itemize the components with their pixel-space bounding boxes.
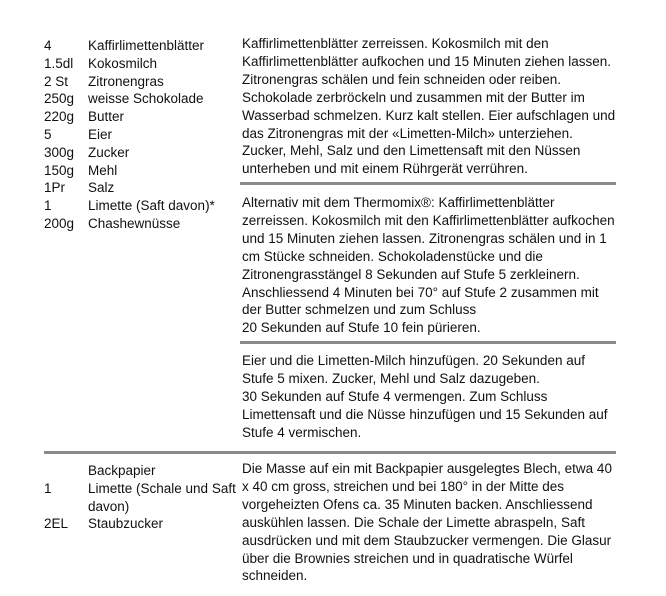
- ingredient-row: [44, 73, 240, 91]
- ingredient-qty: 2 St: [44, 73, 69, 89]
- ingredient-name: Kaffirlimettenblätter: [88, 38, 205, 53]
- thermomix-text: Alternativ mit dem Thermomix®: Kaffirlimettenblätter zerreissen. Kokosmilch mit den Kaffirlimettenblätter aufkochen und 15 Minuten ziehen lassen. Zitronengras schälen und in 1 cm Stücke schneiden. Schokoladenstücke und die Zitronengrasstängel 8 Sekunden auf Stufe 5 zerkleinern. Anschliessend 4 Minuten bei 70° auf Stufe 2 zusammen mit der Butter schmelzen und zum Schluss: [242, 195, 615, 318]
- ingredient-list-main: [44, 37, 240, 233]
- ingredient-qty: 5: [44, 126, 52, 142]
- ingredient-row: [44, 126, 240, 144]
- ingredient-qty: 200g: [44, 215, 75, 231]
- ingredient-name: Chashewnüsse: [88, 215, 181, 231]
- ingredient-name: Salz: [88, 180, 115, 196]
- ingredient-qty: 1Pr: [44, 180, 66, 196]
- instruction-step-1: Kaffirlimettenblätter zerreissen. Kokosmilch mit den Kaffirlimettenblätter aufkochen und 15 Minuten ziehen lassen. Zitronengras schälen und fein schneiden oder reiben. Schokolade zerbröckeln und zusammen mit der Butter im Wasserbad schmelzen. Kurz kalt stellen. Eier aufschlagen und das Zitronengras mit der «Limetten-Milch» unterziehen. Zucker, Mehl, Salz und den Limettensaft mit den Nüssen unterheben und mit einem Rührgerät verrühren.: [242, 36, 616, 177]
- ingredient-name: Kokosmilch: [88, 55, 158, 71]
- ingredient-row: [44, 179, 240, 197]
- ingredient-qty: 1: [44, 480, 52, 496]
- instruction-step-2: [242, 352, 620, 442]
- ingredient-list-finish: [44, 462, 240, 533]
- ingredient-name: Limette (Schale und Saft davon): [88, 480, 236, 514]
- ingredient-row: [44, 515, 240, 533]
- ingredient-qty: 150g: [44, 162, 75, 178]
- ingredient-row: [44, 197, 240, 215]
- ingredient-row: [44, 55, 240, 73]
- ingredient-row: [44, 144, 240, 162]
- ingredient-row: [44, 90, 240, 108]
- ingredient-qty: 220g: [44, 109, 75, 125]
- thermomix-end: 20 Sekunden auf Stufe 10 fein pürieren.: [242, 320, 481, 336]
- ingredient-qty: 4: [44, 38, 52, 53]
- divider: [240, 341, 616, 344]
- ingredient-name: Limette (Saft davon)*: [88, 198, 215, 214]
- ingredient-qty: 2EL: [44, 516, 69, 532]
- ingredient-row: [44, 162, 240, 180]
- ingredient-name: Staubzucker: [88, 516, 164, 532]
- ingredient-name: Zitronengras: [88, 73, 164, 89]
- ingredient-row: [44, 462, 240, 480]
- ingredient-qty: 300g: [44, 144, 75, 160]
- ingredient-name: Mehl: [88, 162, 118, 178]
- instruction-step-3: Die Masse auf ein mit Backpapier ausgelegtes Blech, etwa 40 x 40 cm gross, streichen und bei 180° in der Mitte des vorgeheizten Ofens ca. 35 Minuten backen. Anschliessend auskühlen lassen. Die Schale der Limette abraspeln, Saft ausdrücken und mit dem Staubzucker vermengen. Die Glasur über die Brownies streichen und in quadratische Würfel schneiden.: [242, 461, 612, 584]
- ingredient-row: [44, 215, 240, 233]
- ingredient-row: [44, 480, 240, 516]
- ingredient-qty: 250g: [44, 91, 75, 107]
- ingredient-row: [44, 108, 240, 126]
- ingredient-name: Zucker: [88, 144, 130, 160]
- ingredient-row: [44, 37, 240, 55]
- ingredient-name: weisse Schokolade: [88, 91, 204, 107]
- ingredient-qty: 1: [44, 198, 52, 214]
- step-2-part-b: 30 Sekunden auf Stufe 4 vermengen. Zum Schluss Limettensaft und die Nüsse hinzufügen und 15 Sekunden auf Stufe 4 vermischen.: [242, 388, 608, 440]
- ingredient-name: Backpapier: [88, 463, 156, 478]
- ingredient-name: Eier: [88, 126, 113, 142]
- ingredient-qty: 1.5dl: [44, 55, 74, 71]
- section-divider: [44, 451, 616, 454]
- ingredient-qty: [44, 462, 88, 480]
- ingredient-name: Butter: [88, 109, 125, 125]
- instruction-thermomix: [242, 194, 620, 337]
- divider: [240, 182, 616, 185]
- step-2-part-a: Eier und die Limetten-Milch hinzufügen. 20 Sekunden auf Stufe 5 mixen. Zucker, Mehl und Salz dazugeben.: [242, 353, 585, 386]
